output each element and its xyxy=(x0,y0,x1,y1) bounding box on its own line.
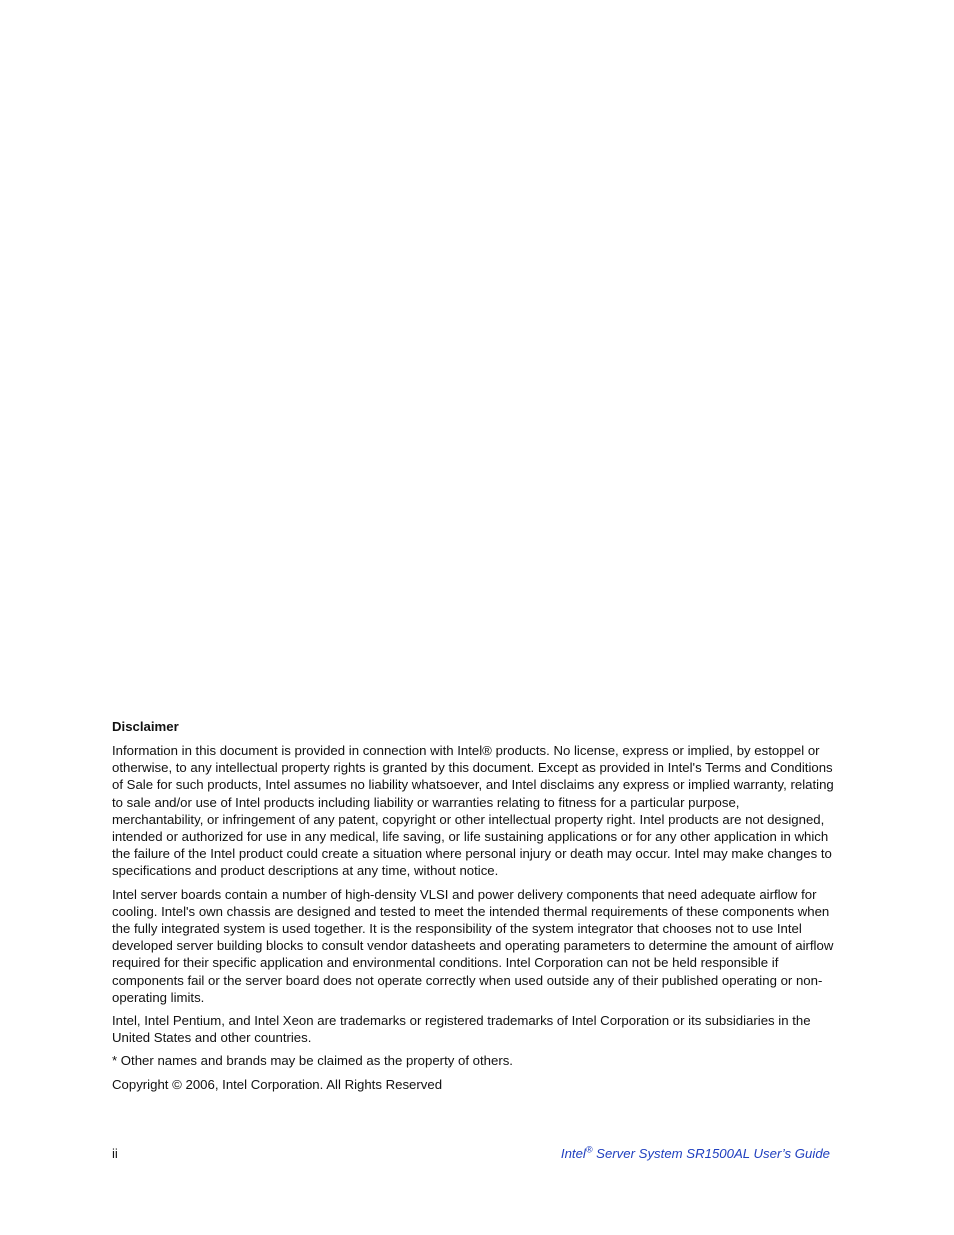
document-title-rest: Server System SR1500AL User’s Guide xyxy=(592,1146,830,1161)
disclaimer-heading: Disclaimer xyxy=(112,719,179,734)
registered-mark: ® xyxy=(585,1144,593,1155)
document-title-brand: Intel xyxy=(560,1146,586,1161)
disclaimer-paragraph-other-names: * Other names and brands may be claimed as the property of others. xyxy=(112,1053,513,1069)
page-number: ii xyxy=(112,1146,118,1161)
disclaimer-paragraph-information: Information in this document is provided in connection with Intel® products. No license, express or implied, by estoppel or otherwise, to any intellectual property rights is granted by this document. Except as provided in Intel's Terms and Conditions of Sale for such products, Intel assumes no liability whatsoever, and Intel disclaims any express or implied warranty, relating to sale and/or use of Intel products including liability or warranties relating to fitness for a particular purpose, merchantability, or infringement of any patent, copyright or other intellectual property right. Intel products are not designed, intended or authorized for use in any medical, life saving, or life sustaining applications or for any other application in which the failure of the Intel product could create a situation where personal injury or death may occur. Intel may make changes to specifications and product descriptions at any time, without notice. xyxy=(112,743,834,879)
disclaimer-paragraph-trademarks: Intel, Intel Pentium, and Intel Xeon are trademarks or registered trademarks of Intel Corporation or its subsidiaries in the United States and other countries. xyxy=(112,1013,811,1046)
document-title xyxy=(561,1145,830,1163)
copyright-notice: Copyright © 2006, Intel Corporation. All Rights Reserved xyxy=(112,1076,443,1092)
disclaimer-paragraph-thermal: Intel server boards contain a number of high-density VLSI and power delivery components that need adequate airflow for cooling. Intel's own chassis are designed and tested to meet the intended thermal requirements of these components when the fully integrated system is used together. It is the responsibility of the system integrator that chooses not to use Intel developed server building blocks to consult vendor datasheets and operating parameters to determine the amount of airflow required for their specific application and environmental conditions. Intel Corporation can not be held responsible if components fail or the server board does not operate correctly when used outside any of their published operating or non-operating limits. xyxy=(112,886,834,1005)
disclaimer-section xyxy=(112,718,834,1099)
